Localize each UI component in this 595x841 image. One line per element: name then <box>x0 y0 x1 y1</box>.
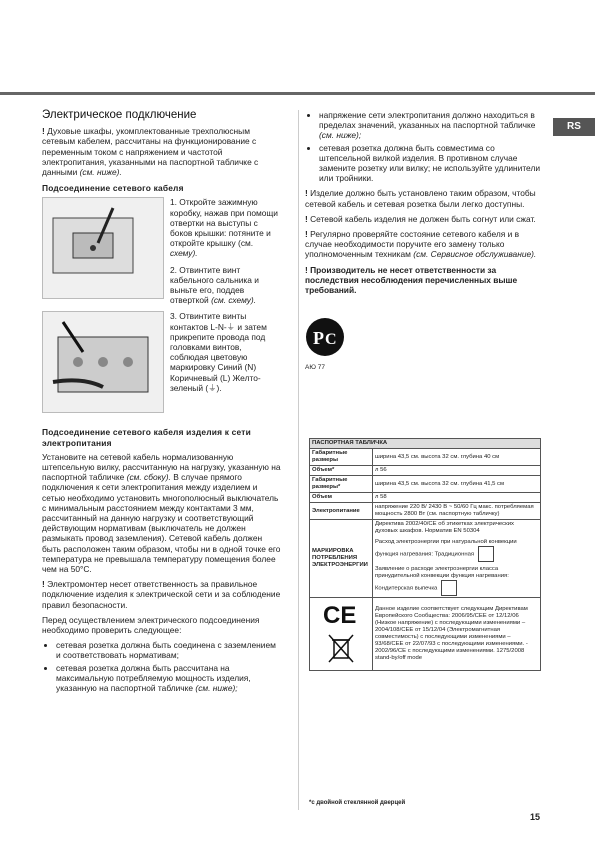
weee-bin-icon <box>326 632 356 666</box>
svg-text:Р: Р <box>313 328 324 349</box>
volume-value: л 56 <box>373 466 541 476</box>
plug-paragraph: Установите на сетевой кабель нормализованную штепсельную вилку, рассчитанную на нагрузку, указанную на паспортной табличке (см. сбоку). В случае прямого подключения к сети электропитания между изделием и сетью необходимо установить многополюсный выключатель с минимальным расстоянием между контактами 3 мм, рассчитанный на данную нагрузку и соответствующий действующим нормативам (выключатель не должен размыкать провод заземления). Сетевой кабель должен быть расположен таким образом, чтобы ни в одной точке его температура не превышала температуру помещения более чем на 50°С. <box>42 451 281 575</box>
warning-icon: ! <box>305 188 308 199</box>
note-access: ! Изделие должно быть установлено таким образом, чтобы сетевой кабель и сетевая розетка были легко доступны. <box>305 188 536 209</box>
terminal-box-illustration <box>42 197 164 299</box>
energy-label: МАРКИРОВКА ПОТРЕБЛЕНИЯ ЭЛЕКТРОЭНЕРГИИ <box>310 520 373 598</box>
power-value: напряжение 220 В/ 2430 В ~ 50/60 Гц макс. потребляемая мощность 2800 Вт (см. паспортную табличку) <box>373 503 541 520</box>
list-item: • напряжение сети электропитания должно находиться в пределах значений, указанных на паспортной табличке (см. ниже); <box>319 110 543 141</box>
warning-icon: ! <box>42 579 45 590</box>
ce-value: Данное изделие соответствует следующим Директивам Европейского Сообщества: 2006/95/CEE от 12/12/06 (Низкое напряжение) с последующими изменениями – 2004/108/CEE от 15/12/04 (Электромагнитная совместимость) с последующими изменениями – 93/68/CEE от 22/07/93 с последующими изменениями. - 2002/96/CE с последующими изменениями. 1275/2008 stand-by/off mode <box>373 598 541 671</box>
plate-header: ПАСПОРТНАЯ ТАБЛИЧКА <box>310 439 541 449</box>
list-item: • сетевая розетка должна быть соединена с заземлением и соответствовать нормативам; <box>56 640 282 660</box>
note-liability: ! Производитель не несет ответственности за последствия несоблюдения перечисленных выше требований. <box>305 264 518 296</box>
section-title: Электрическое подключение <box>42 109 197 121</box>
svg-text:CE: CE <box>323 602 357 629</box>
energy-value: Директива 2002/40/CE об этикетках электрических духовых шкафов. Норматив EN 50304 Расход электроэнергии при натуральной конвекции функция нагревания: Традиционная Заявление о расходе электроэнергии класса принудительной конвекции функция нагревания: Кондитерская выпечка <box>373 520 541 598</box>
certification-code: АЮ 77 <box>305 364 325 372</box>
check-list-cont <box>305 110 543 183</box>
dims-value: ширина 43,5 см. высота 32 см. глубина 40 см <box>373 449 541 466</box>
dims2-label: Габаритные размеры* <box>310 476 373 493</box>
note-inspection: ! Регулярно проверяйте состояние сетевого кабеля и в случае необходимости поручите его замену только уполномоченным техникам (см. Сервисное обслуживание). <box>305 229 537 260</box>
warning-icon: ! <box>305 264 308 275</box>
intro-paragraph: ! Духовые шкафы, укомплектованные трехполюсным сетевым кабелем, рассчитаны на функционирование с переменным током с напряжением и частотой электропитания, указанными на паспортной табличке с данными (см. ниже). <box>42 126 259 178</box>
pct-certification-logo <box>305 317 345 357</box>
volume2-label: Объем <box>310 493 373 503</box>
dims2-value: ширина 43,5 см. высота 32 см. глубина 41,5 см <box>373 476 541 493</box>
plate-footnote: *с двойной стеклянной дверцей <box>309 800 406 806</box>
subtitle-mains-connection: Подсоединение сетевого кабеля изделия к сети электропитания <box>42 427 251 448</box>
terminal-wiring-illustration <box>42 311 164 413</box>
step-row-3 <box>42 311 282 421</box>
language-badge: RS <box>553 118 595 136</box>
subtitle-cable-connection: Подсоединение сетевого кабеля <box>42 183 184 194</box>
right-column <box>305 110 543 393</box>
page-number: 15 <box>530 812 541 822</box>
volume-label: Объем* <box>310 466 373 476</box>
step-row-1 <box>42 197 282 307</box>
data-plate-table <box>309 438 541 671</box>
warning-icon: ! <box>305 229 308 240</box>
note-cable: ! Сетевой кабель изделия не должен быть согнут или сжат. <box>305 213 536 224</box>
power-label: Электропитание <box>310 503 373 520</box>
warning-icon: ! <box>42 126 45 137</box>
electrician-note: ! Электромонтер несет ответственность за правильное подключение изделия к электрической сети и за соблюдение правил безопасности. <box>42 579 281 610</box>
volume2-value: л 58 <box>373 493 541 503</box>
header-rule <box>0 92 595 95</box>
left-column <box>42 110 282 698</box>
check-paragraph: Перед осуществлением электрического подсоединения необходимо проверить следующее: <box>42 614 260 636</box>
step-3-text: 3. Отвинтите винты контактов L-N-⏚ и затем прикрепите провода под головками винтов, соблюдая цветовую маркировку Синий (N) Коричневый (L) Желто-зеленый (⏚). <box>170 311 267 393</box>
warning-icon: ! <box>305 213 308 224</box>
column-divider <box>298 110 299 810</box>
list-item: • сетевая розетка должна быть рассчитана на максимальную потребляемую мощность изделия, указанную на паспортной табличке (см. ниже); <box>56 663 282 694</box>
dims-label: Габаритные размеры <box>310 449 373 466</box>
check-list <box>42 640 282 693</box>
list-item: • сетевая розетка должна быть совместима со штепсельной вилкой изделия. В противном случае замените розетку или вилку; не используйте удлинители или тройники. <box>319 143 543 184</box>
step-1-text: 1. Откройте зажимную коробку, нажав при помощи отвертки на выступы с боков крышки: потяните и откройте крышку (см. схему). 2. Отвинтите винт кабельного сальника и выньте его, поддев отверткой (см. схему). <box>170 197 278 306</box>
energy-label-box-icon <box>441 580 457 596</box>
energy-label-box-icon <box>478 546 494 562</box>
certification-area <box>305 313 543 383</box>
ce-mark-icon <box>321 599 361 629</box>
svg-text:С: С <box>325 331 337 349</box>
ce-weee-icons <box>310 598 373 671</box>
